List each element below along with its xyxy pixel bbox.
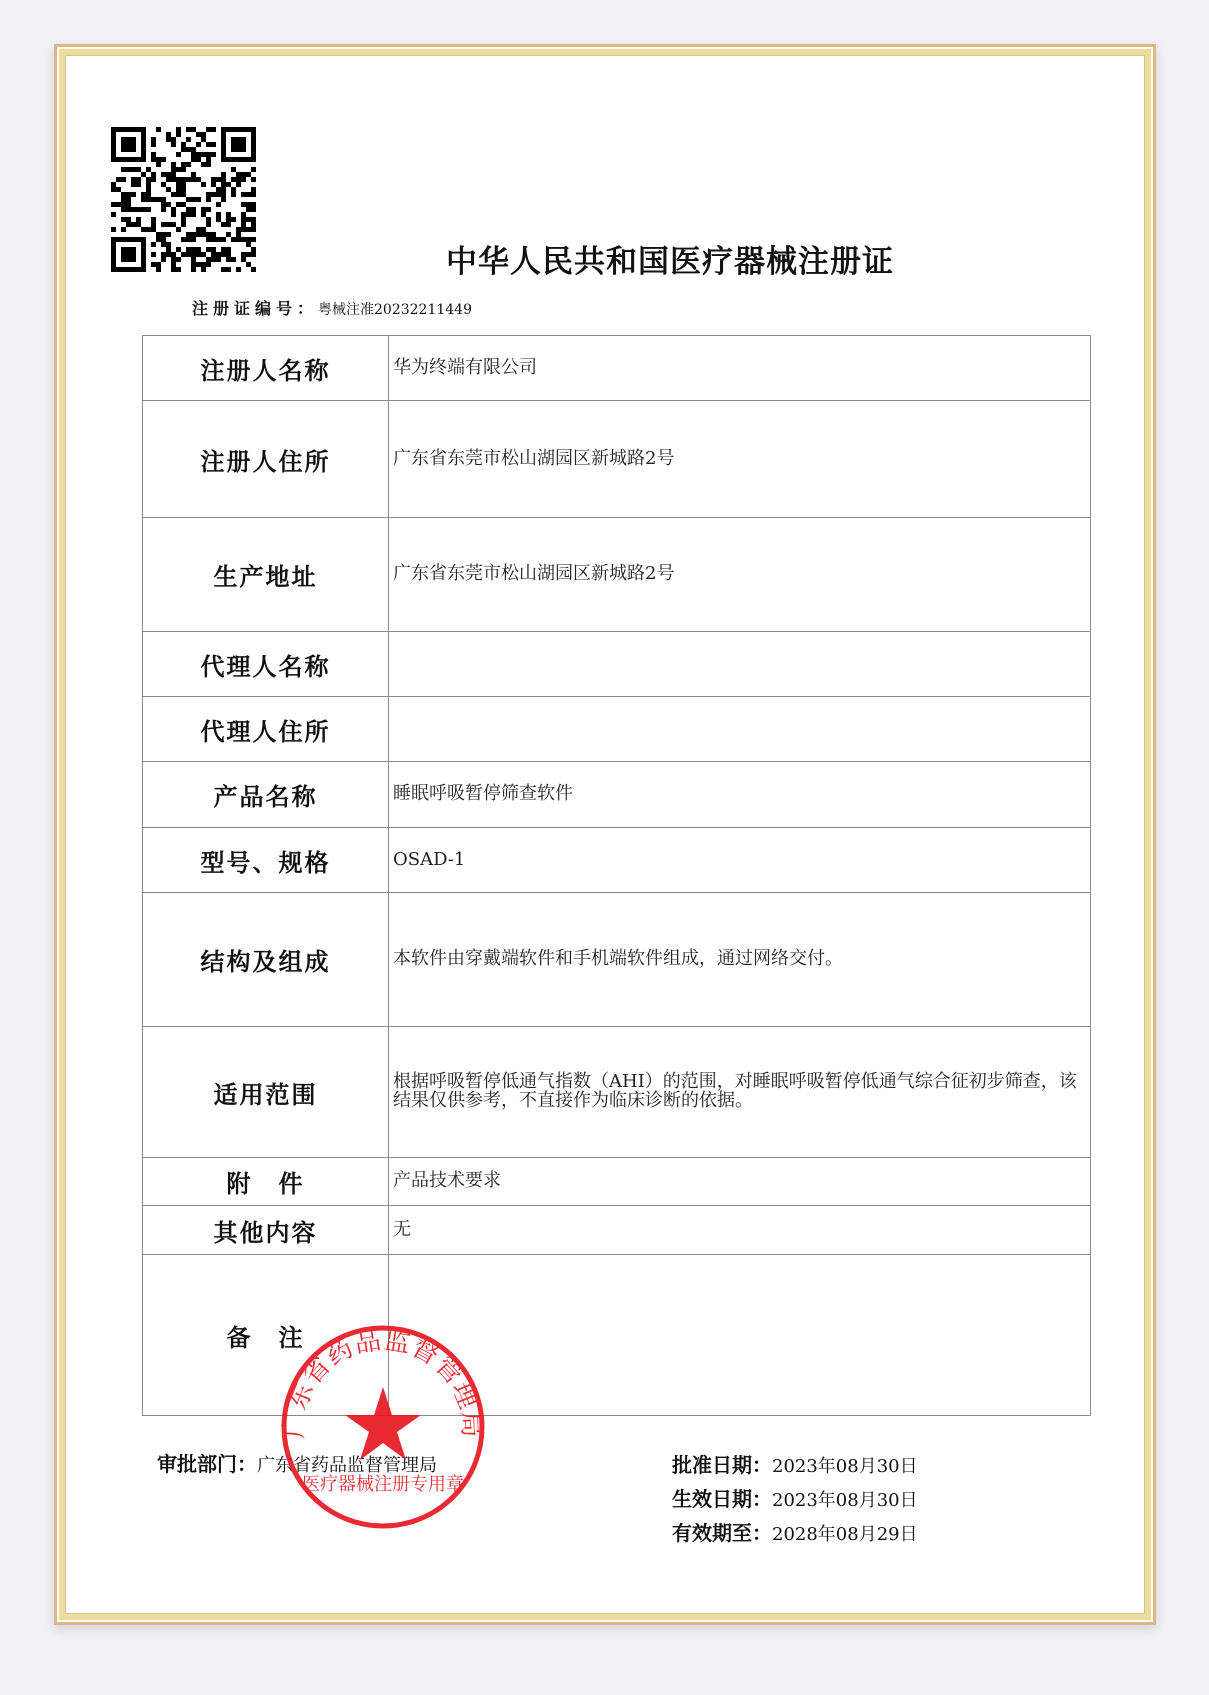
certificate-title: 中华人民共和国医疗器械注册证 (446, 244, 894, 280)
seal-bottom-text: 医疗器械注册专用章 (302, 1474, 464, 1495)
field-value: OSAD-1 (389, 828, 1091, 893)
table-row (143, 336, 1091, 401)
field-value: 华为终端有限公司 (389, 336, 1091, 401)
table-row (143, 697, 1091, 762)
qr-code (111, 127, 256, 272)
expiry-date (672, 1517, 918, 1546)
expiry-date-value: 2028年08月29日 (772, 1524, 918, 1545)
registration-number-label: 注册证编号： (192, 299, 319, 318)
field-value: 广东省东莞市松山湖园区新城路2号 (389, 518, 1091, 632)
certificate-table (142, 335, 1091, 1416)
field-label: 产品名称 (143, 762, 389, 828)
field-value: 无 (389, 1206, 1091, 1255)
field-value: 广东省东莞市松山湖园区新城路2号 (389, 401, 1091, 518)
field-value: 根据呼吸暂停低通气指数（AHI）的范围，对睡眠呼吸暂停低通气综合征初步筛查，该结果仅供参考，不直接作为临床诊断的依据。 (389, 1027, 1091, 1158)
official-seal (278, 1322, 488, 1532)
star-icon (345, 1387, 421, 1460)
field-value (389, 697, 1091, 762)
table-row (143, 518, 1091, 632)
field-value: 睡眠呼吸暂停筛查软件 (389, 762, 1091, 828)
effective-date-label: 生效日期： (672, 1487, 772, 1511)
field-label: 附 件 (143, 1158, 389, 1206)
registration-number (192, 296, 472, 319)
field-label: 代理人住所 (143, 697, 389, 762)
expiry-date-label: 有效期至： (672, 1521, 772, 1545)
field-label: 代理人名称 (143, 632, 389, 697)
table-row (143, 632, 1091, 697)
field-value (389, 1255, 1091, 1416)
approval-date-label: 批准日期： (672, 1453, 772, 1477)
table-row (143, 1027, 1091, 1158)
field-value (389, 632, 1091, 697)
field-label: 其他内容 (143, 1206, 389, 1255)
table-row (143, 893, 1091, 1027)
field-label: 型号、规格 (143, 828, 389, 893)
approval-date-value: 2023年08月30日 (772, 1456, 918, 1477)
approval-date (672, 1449, 918, 1478)
field-label: 结构及组成 (143, 893, 389, 1027)
field-label: 生产地址 (143, 518, 389, 632)
table-row (143, 401, 1091, 518)
field-label: 注册人名称 (143, 336, 389, 401)
effective-date-value: 2023年08月30日 (772, 1490, 918, 1511)
field-label: 注册人住所 (143, 401, 389, 518)
table-row (143, 762, 1091, 828)
authority-label: 审批部门： (157, 1452, 257, 1476)
table-row (143, 828, 1091, 893)
table-row (143, 1158, 1091, 1206)
field-value: 本软件由穿戴端软件和手机端软件组成，通过网络交付。 (389, 893, 1091, 1027)
effective-date (672, 1483, 918, 1512)
field-label: 适用范围 (143, 1027, 389, 1158)
field-label: 备 注 (143, 1255, 389, 1416)
field-value: 产品技术要求 (389, 1158, 1091, 1206)
table-row (143, 1206, 1091, 1255)
seal-arc-text: 广东省药品监督管理局 (279, 1325, 487, 1440)
registration-number-value: 粤械注准20232211449 (318, 302, 472, 318)
authority-value: 广东省药品监督管理局 (257, 1455, 437, 1476)
